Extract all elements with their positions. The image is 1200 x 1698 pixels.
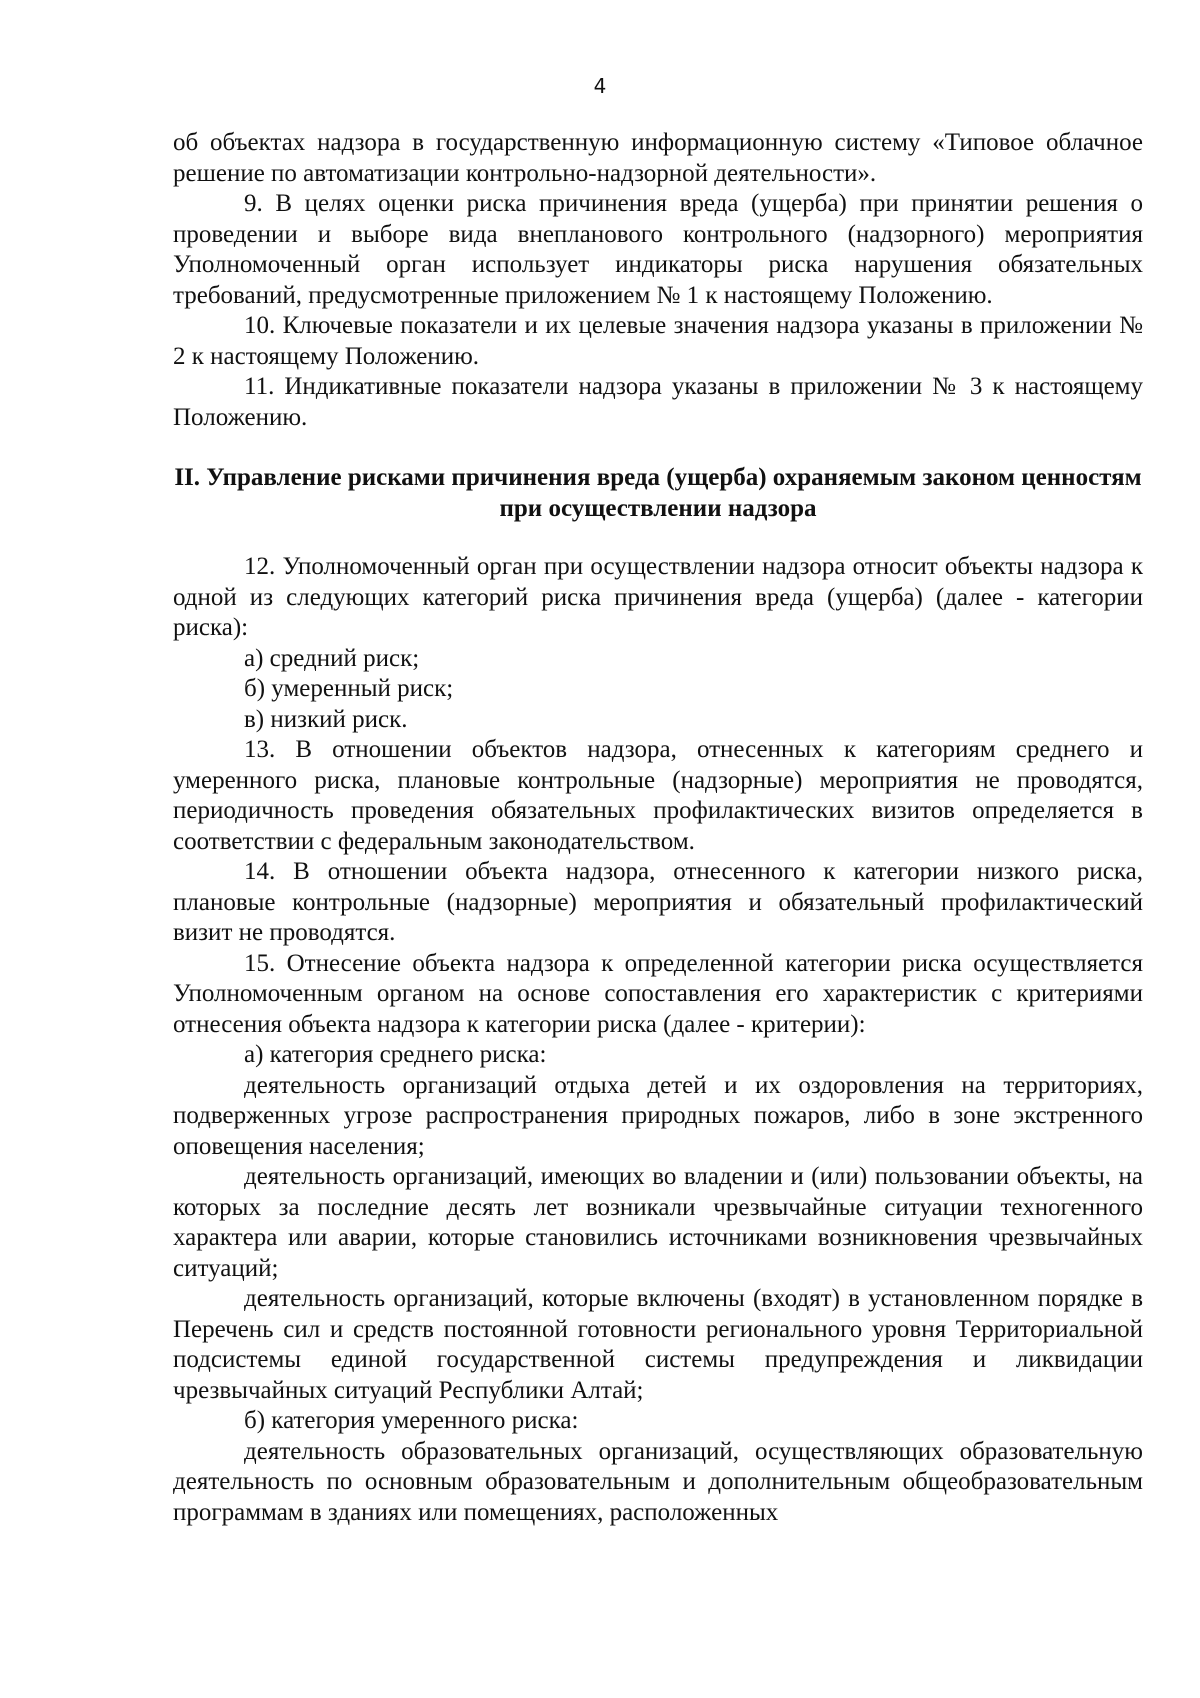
paragraph-item-14: 14. В отношении объекта надзора, отнесенного к категории низкого риска, плановые контрольные (надзорные) мероприятия и обязательный профилактический визит не проводятся. bbox=[173, 858, 1143, 946]
list-item-risk-moderate: б) умеренный риск; bbox=[244, 675, 454, 702]
paragraph-item-11: 11. Индикативные показатели надзора указаны в приложении № 3 к настоящему Положению. bbox=[173, 373, 1143, 431]
paragraph-item-13: 13. В отношении объектов надзора, отнесенных к категориям среднего и умеренного риска, плановые контрольные (надзорные) мероприятия не проводятся, периодичность проведения обязательных профилактических визитов определяется в соответствии с федеральным законодательством. bbox=[173, 736, 1143, 855]
list-item-risk-medium: а) средний риск; bbox=[244, 644, 420, 672]
criterion-paragraph: деятельность образовательных организаций, осуществляющих образовательную деятельность по основным образовательным и дополнительным общеобразовательным программам в зданиях или помещениях, расположенных bbox=[173, 1437, 1143, 1526]
paragraph-item-10: 10. Ключевые показатели и их целевые значения надзора указаны в приложении № 2 к настоящему Положению. bbox=[173, 312, 1143, 370]
criterion-paragraph: деятельность организаций, имеющих во владении и (или) пользовании объекты, на которых за последние десять лет возникали чрезвычайные ситуации техногенного характера или аварии, которые становились источниками возникновения чрезвычайных ситуаций; bbox=[173, 1163, 1143, 1282]
paragraph-continuation: об объектах надзора в государственную информационную систему «Типовое облачное решение по автоматизации контрольно-надзорной деятельности». bbox=[173, 129, 1143, 187]
subheading-moderate-risk: б) категория умеренного риска: bbox=[244, 1407, 579, 1434]
paragraph-item-9: 9. В целях оценки риска причинения вреда (ущерба) при принятии решения о проведении и выборе вида внепланового контрольного (надзорного) мероприятия Уполномоченный орган использует индикаторы риска нарушения обязательных требований, предусмотренные приложением № 1 к настоящему Положению. bbox=[173, 190, 1143, 309]
section-heading bbox=[173, 463, 1143, 524]
section-heading-line-2: при осуществлении надзора bbox=[499, 494, 817, 522]
criterion-paragraph: деятельность организаций отдыха детей и их оздоровления на территориях, подверженных угрозе распространения природных пожаров, либо в зоне экстренного оповещения населения; bbox=[173, 1071, 1143, 1160]
paragraph-item-15: 15. Отнесение объекта надзора к определенной категории риска осуществляется Уполномоченным органом на основе сопоставления его характеристик с критериями отнесения объекта надзора к категории риска (далее - критерии): bbox=[173, 949, 1143, 1038]
list-item-risk-low: в) низкий риск. bbox=[244, 705, 408, 733]
page-number: 4 bbox=[593, 74, 607, 98]
subheading-medium-risk: а) категория среднего риска: bbox=[244, 1041, 547, 1068]
section-heading-line-1: II. Управление рисками причинения вреда (ущерба) охраняемым законом ценностям bbox=[174, 464, 1142, 491]
criterion-paragraph: деятельность организаций, которые включены (входят) в установленном порядке в Перечень сил и средств постоянной готовности регионального уровня Территориальной подсистемы единой государственной системы предупреждения и ликвидации чрезвычайных ситуаций Республики Алтай; bbox=[173, 1285, 1143, 1404]
paragraph-item-12: 12. Уполномоченный орган при осуществлении надзора относит объекты надзора к одной из следующих категорий риска причинения вреда (ущерба) (далее - категории риска): bbox=[173, 553, 1143, 641]
document-body bbox=[173, 128, 1143, 1528]
